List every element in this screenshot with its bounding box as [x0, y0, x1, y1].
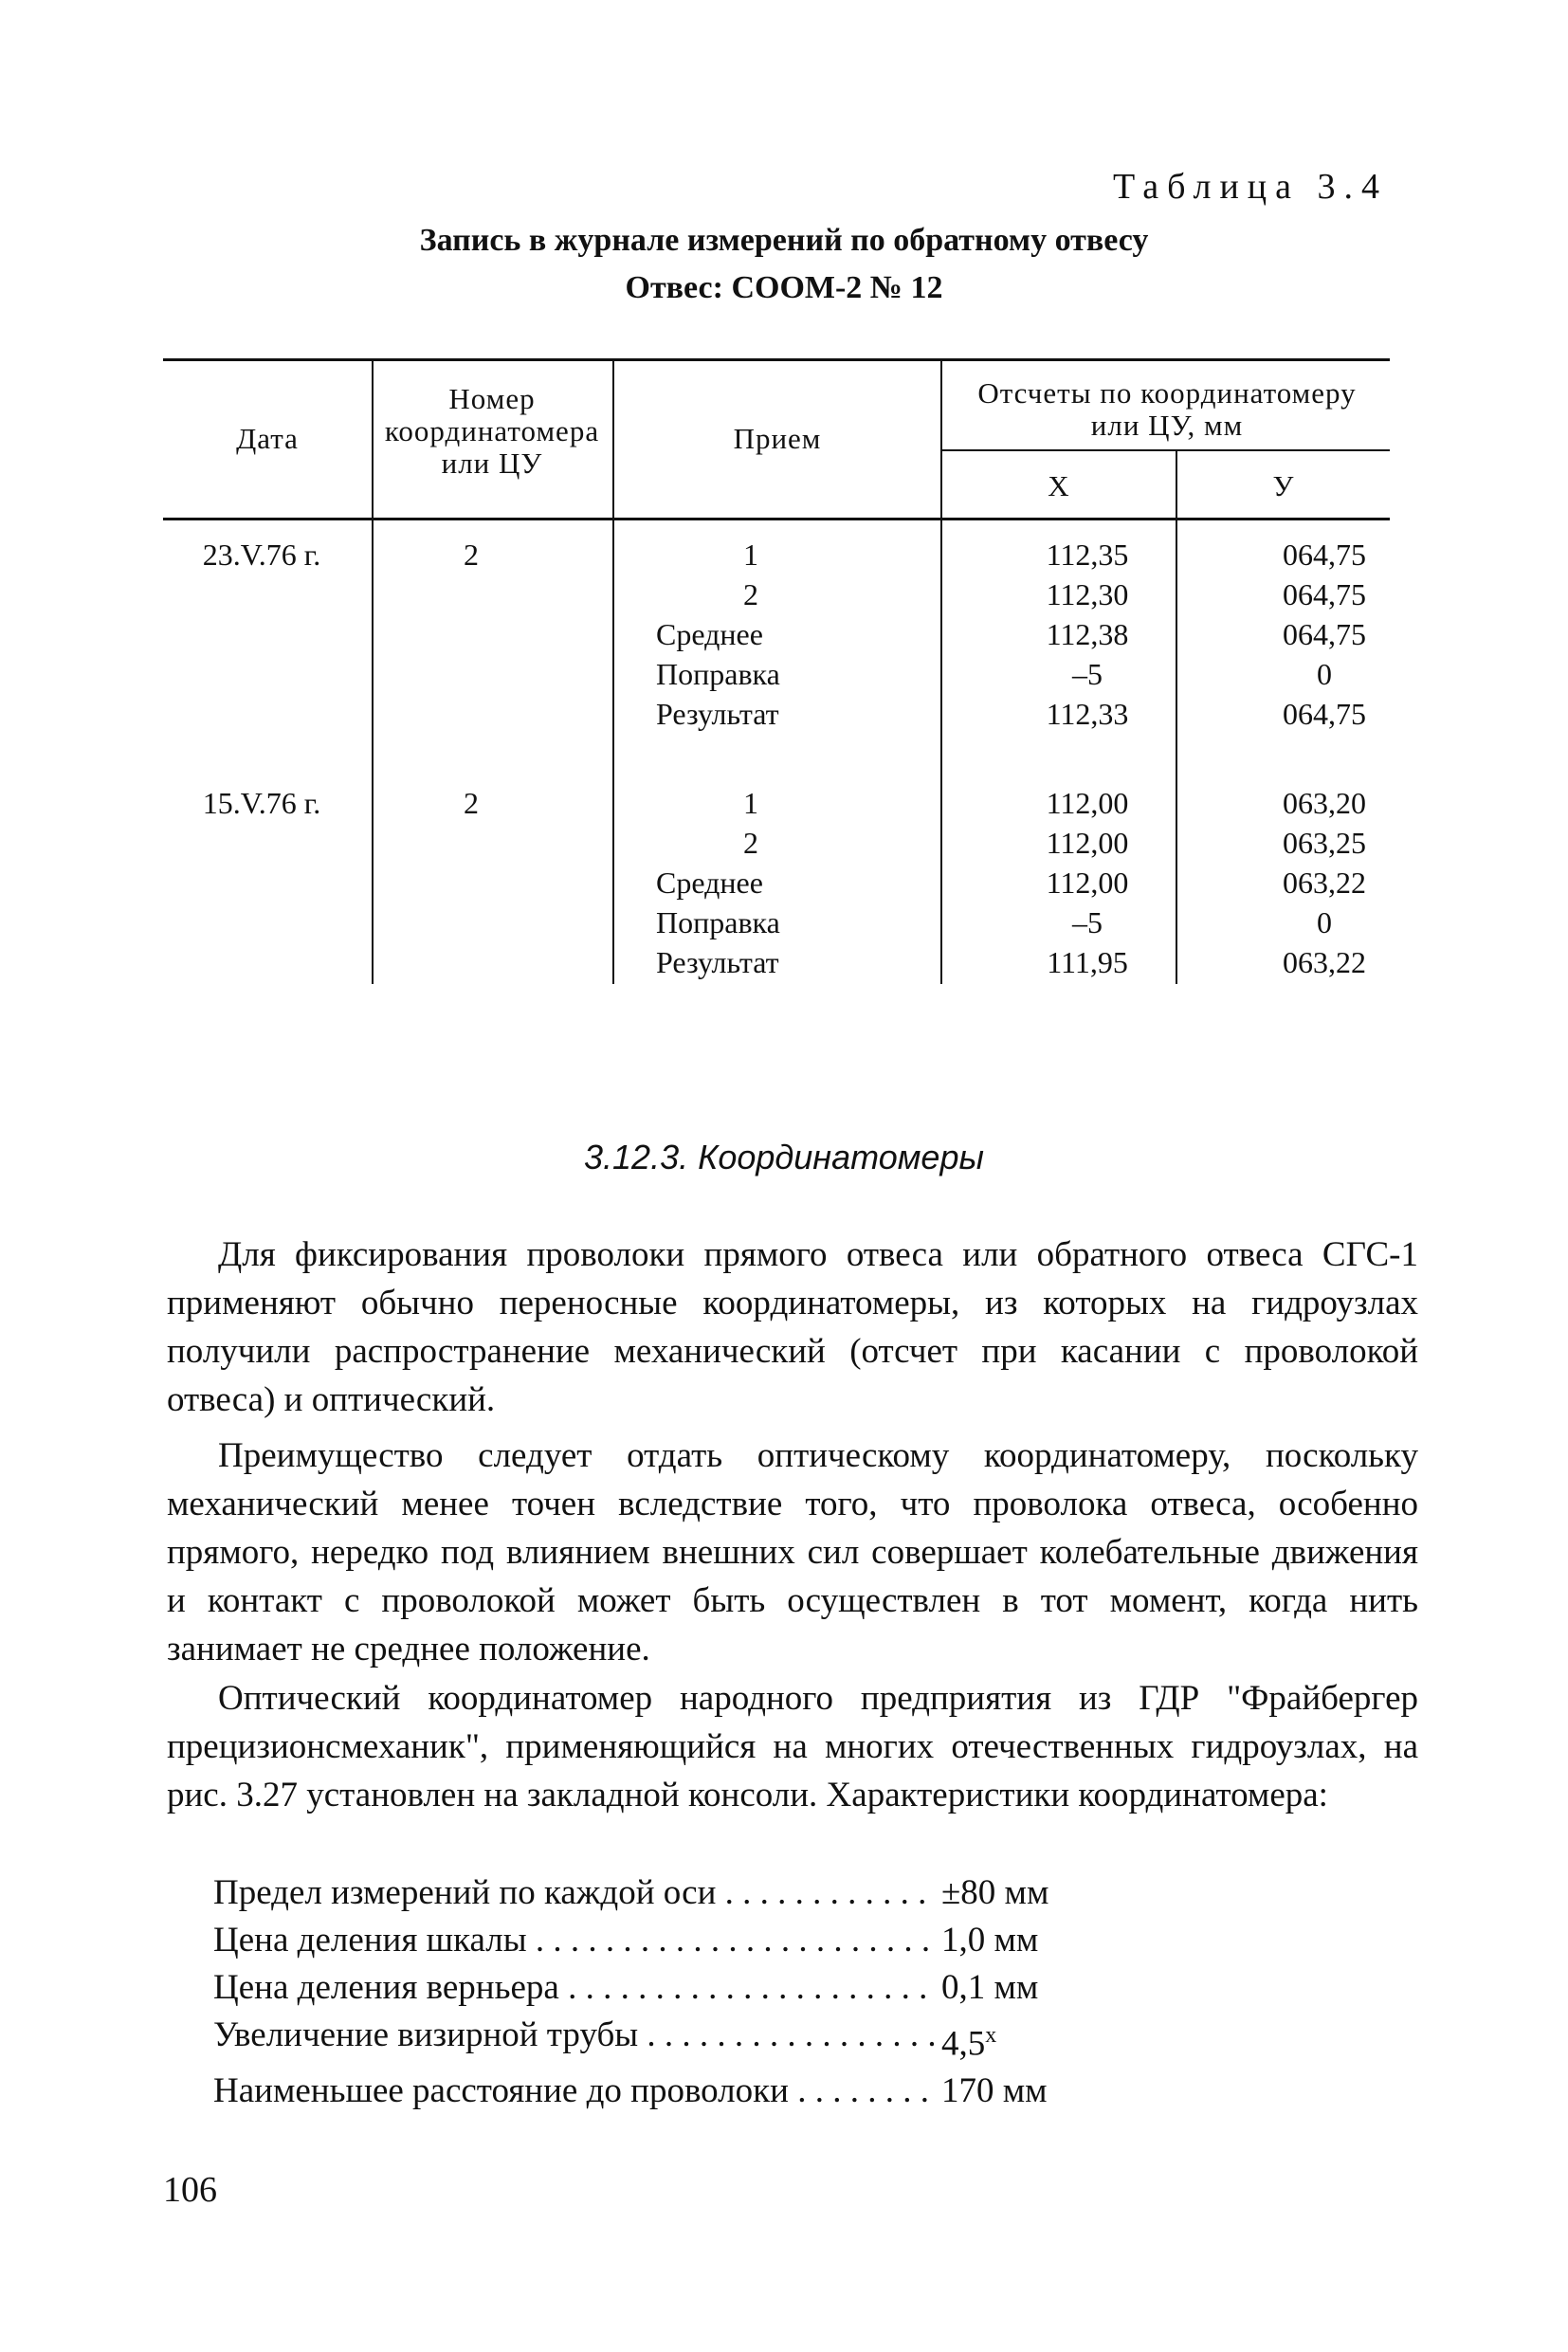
group-2-stages: [656, 783, 978, 982]
group-1-number: 2: [464, 538, 479, 572]
column-rule-1: [372, 358, 374, 984]
paragraph-2: [167, 1431, 1418, 1673]
spec-label: Наименьшее расстояние до проволоки . . .: [213, 2068, 934, 2115]
table-title: Запись в журнале измерений по обратному отвесу: [419, 223, 1149, 258]
readings-subheader-rule: [940, 449, 1390, 451]
stage-cell: Среднее: [656, 617, 763, 651]
x-cell: 112,30: [1046, 577, 1129, 611]
y-cell: 0: [1317, 657, 1332, 691]
y-cell: 063,25: [1283, 826, 1366, 860]
paragraph-text: Преимущество следует отдать оптическому координатомеру, поскольку механический менее точен вследствие того, что проволока отвеса, особенно прямого, нередко под влиянием внешних сил совершает колебательные движения и контакт с проволокой может быть осуществлен в тот момент, когда нить занимает не среднее положение.: [167, 1436, 1418, 1668]
x-cell: 112,35: [1046, 538, 1129, 572]
stage-cell: 1: [743, 786, 758, 820]
x-cell: –5: [1072, 905, 1103, 939]
spec-value: ±80 мм: [941, 1873, 1049, 1912]
page-number: 106: [163, 2170, 217, 2210]
spec-label: Цена деления шкалы . . .: [213, 1917, 934, 1964]
measurement-table: [163, 358, 1390, 984]
y-cell: 0: [1317, 905, 1332, 939]
spec-value: [934, 2012, 996, 2068]
stage-cell: Поправка: [656, 657, 780, 691]
header-readings: Отсчеты по координатомеру или ЦУ, мм: [977, 376, 1357, 442]
header-x: Х: [1048, 469, 1070, 502]
header-bottom-rule: [163, 518, 1390, 520]
stage-cell: 2: [743, 826, 758, 860]
spec-row: [213, 1964, 1067, 2012]
spec-label: Предел измерений по каждой оси . . .: [213, 1869, 934, 1917]
header-stage: Прием: [733, 422, 822, 455]
group-1-date: 23.V.76 г.: [202, 538, 321, 572]
paragraph-text: Для фиксирования проволоки прямого отвеса или обратного отвеса СГС-1 применяют обычно переносные координатомеры, из которых на гидроузлах получили распространение механический (отсчет при касании с проволокой отвеса) и оптический.: [167, 1235, 1418, 1419]
spec-row: [213, 2012, 1067, 2068]
spec-label: Цена деления верньера . . .: [213, 1964, 934, 2012]
group-1-x-values: [976, 535, 1198, 734]
header-y: У: [1272, 469, 1295, 502]
x-cell: 111,95: [1047, 945, 1128, 979]
spec-row: [213, 1869, 1067, 1917]
paragraph-1: [167, 1231, 1418, 1424]
spec-value-number: 4,5: [941, 2024, 986, 2064]
header-coordinatometer-number: Номер координатомера или ЦУ: [384, 382, 600, 480]
stage-cell: Результат: [656, 945, 779, 979]
group-2-x-values: [976, 783, 1198, 982]
x-cell: 112,00: [1046, 866, 1129, 900]
stage-cell: Среднее: [656, 866, 763, 900]
spec-row: [213, 2068, 1067, 2115]
paragraph-3: [167, 1674, 1418, 1819]
x-cell: 112,00: [1046, 786, 1129, 820]
spec-value: 1,0 мм: [941, 1921, 1039, 1960]
stage-cell: 2: [743, 577, 758, 611]
stage-cell: 1: [743, 538, 758, 572]
paragraph-text: Оптический координатомер народного предприятия из ГДР "Фрайбергер прецизионсмеханик", применяющийся на многих отечественных гидроузлах, на рис. 3.27 установлен на закладной консоли. Характеристики координатомера:: [167, 1679, 1418, 1814]
stage-cell: Поправка: [656, 905, 780, 939]
y-cell: 063,22: [1283, 866, 1366, 900]
y-cell: 064,75: [1283, 538, 1366, 572]
x-cell: 112,00: [1046, 826, 1129, 860]
group-1-stages: [656, 535, 978, 734]
table-label: Таблица 3.4: [1112, 167, 1388, 207]
x-cell: –5: [1072, 657, 1103, 691]
spec-value-superscript: x: [985, 2023, 997, 2048]
section-title: 3.12.3. Координатомеры: [584, 1138, 984, 1176]
y-cell: 063,20: [1283, 786, 1366, 820]
y-cell: 064,75: [1283, 577, 1366, 611]
header-date: Дата: [236, 422, 299, 455]
table-top-rule: [163, 358, 1390, 361]
y-cell: 064,75: [1283, 697, 1366, 731]
y-cell: 063,22: [1283, 945, 1366, 979]
y-cell: 064,75: [1283, 617, 1366, 651]
spec-row: [213, 1917, 1067, 1964]
spec-label: Увеличение визирной трубы . . .: [213, 2012, 934, 2068]
table-subtitle: Отвес: СООМ-2 № 12: [625, 270, 943, 305]
group-2-date: 15.V.76 г.: [202, 786, 321, 820]
stage-cell: Результат: [656, 697, 779, 731]
group-2-y-values: [1215, 783, 1433, 982]
group-1-y-values: [1215, 535, 1433, 734]
spec-list: [213, 1869, 1067, 2115]
spec-value: 0,1 мм: [941, 1968, 1039, 2007]
group-2-number: 2: [464, 786, 479, 820]
x-cell: 112,33: [1046, 697, 1129, 731]
spec-value: 170 мм: [941, 2071, 1048, 2111]
x-cell: 112,38: [1046, 617, 1129, 651]
